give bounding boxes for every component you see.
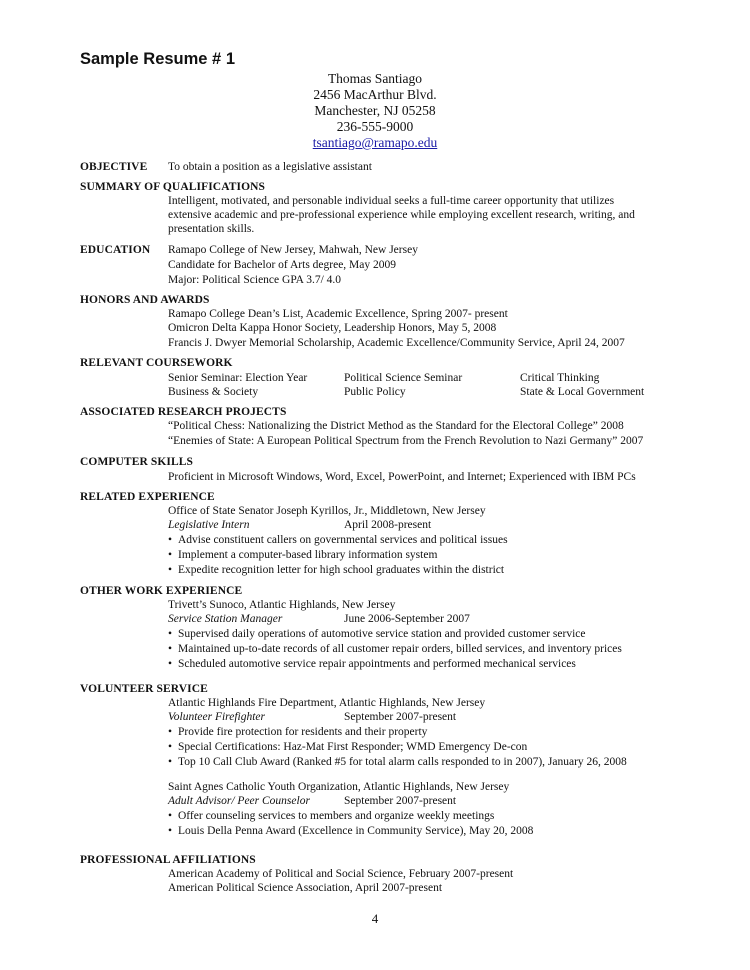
bullet-icon: • bbox=[168, 810, 173, 822]
bullet-icon: • bbox=[168, 534, 173, 546]
affiliation-line: American Academy of Political and Social Science, February 2007-present bbox=[168, 868, 514, 880]
education-line: Candidate for Bachelor of Arts degree, May 2009 bbox=[168, 259, 397, 271]
related-role: Legislative Intern bbox=[168, 519, 250, 531]
education-heading: EDUCATION bbox=[80, 244, 151, 256]
bullet-icon: • bbox=[168, 643, 173, 655]
list-item-text: Scheduled automotive service repair appointments and performed mechanical services bbox=[178, 658, 576, 670]
contact-email-row bbox=[0, 134, 750, 151]
list-item-text: Provide fire protection for residents and their property bbox=[178, 726, 428, 738]
page-number: 4 bbox=[371, 911, 379, 926]
list-item-text: Louis Della Penna Award (Excellence in Community Service), May 20, 2008 bbox=[178, 825, 534, 837]
volunteer-org: Saint Agnes Catholic Youth Organization, Atlantic Highlands, New Jersey bbox=[168, 781, 510, 793]
list-item bbox=[168, 628, 586, 640]
list-item-text: Maintained up-to-date records of all customer repair orders, billed services, and inventory prices bbox=[178, 643, 622, 655]
volunteer-role: Volunteer Firefighter bbox=[168, 711, 265, 723]
summary-line: extensive academic and pre-professional experience while employing excellent research, writing, and bbox=[168, 209, 635, 221]
education-line: Major: Political Science GPA 3.7/ 4.0 bbox=[168, 274, 342, 286]
list-item-text: Special Certifications: Haz-Mat First Responder; WMD Emergency De-con bbox=[178, 741, 528, 753]
bullet-icon: • bbox=[168, 658, 173, 670]
list-item-text: Supervised daily operations of automotive service station and provided customer service bbox=[178, 628, 586, 640]
summary-line: Intelligent, motivated, and personable individual seeks a full-time career opportunity that utilizes bbox=[168, 195, 615, 207]
contact-street: 2456 MacArthur Blvd. bbox=[313, 87, 437, 102]
honors-heading: HONORS AND AWARDS bbox=[80, 294, 210, 306]
course-item: Public Policy bbox=[344, 386, 406, 398]
honors-line: Ramapo College Dean’s List, Academic Excellence, Spring 2007- present bbox=[168, 308, 508, 320]
honors-line: Omicron Delta Kappa Honor Society, Leadership Honors, May 5, 2008 bbox=[168, 322, 497, 334]
bullet-icon: • bbox=[168, 726, 173, 738]
course-item: Critical Thinking bbox=[520, 372, 600, 384]
list-item bbox=[168, 549, 437, 561]
research-heading: ASSOCIATED RESEARCH PROJECTS bbox=[80, 406, 287, 418]
list-item bbox=[168, 534, 508, 546]
list-item-text: Expedite recognition letter for high school graduates within the district bbox=[178, 564, 505, 576]
objective-heading: OBJECTIVE bbox=[80, 161, 148, 173]
list-item bbox=[168, 810, 494, 822]
related-dates: April 2008-present bbox=[344, 519, 432, 531]
volunteer-heading: VOLUNTEER SERVICE bbox=[80, 683, 208, 695]
contact-name: Thomas Santiago bbox=[327, 71, 423, 86]
research-line: “Political Chess: Nationalizing the District Method as the Standard for the Electoral College” 2008 bbox=[168, 420, 624, 432]
bullet-icon: • bbox=[168, 741, 173, 753]
bullet-icon: • bbox=[168, 628, 173, 640]
course-item: Business & Society bbox=[168, 386, 259, 398]
list-item bbox=[168, 643, 622, 655]
list-item-text: Top 10 Call Club Award (Ranked #5 for total alarm calls responded to in 2007), January 26, 2008 bbox=[178, 756, 627, 768]
coursework-heading: RELEVANT COURSEWORK bbox=[80, 357, 233, 369]
list-item bbox=[168, 726, 427, 738]
bullet-icon: • bbox=[168, 549, 173, 561]
bullet-icon: • bbox=[168, 564, 173, 576]
document-title: Sample Resume # 1 bbox=[80, 50, 235, 68]
bullet-icon: • bbox=[168, 825, 173, 837]
education-line: Ramapo College of New Jersey, Mahwah, New Jersey bbox=[168, 244, 418, 256]
list-item bbox=[168, 741, 527, 753]
bullet-icon: • bbox=[168, 756, 173, 768]
other-role: Service Station Manager bbox=[168, 613, 283, 625]
list-item bbox=[168, 825, 533, 837]
volunteer-dates: September 2007-present bbox=[344, 795, 457, 807]
other-heading: OTHER WORK EXPERIENCE bbox=[80, 585, 243, 597]
summary-heading: SUMMARY OF QUALIFICATIONS bbox=[80, 181, 266, 193]
volunteer-dates: September 2007-present bbox=[344, 711, 457, 723]
honors-line: Francis J. Dwyer Memorial Scholarship, Academic Excellence/Community Service, April 24, 2007 bbox=[168, 337, 625, 349]
list-item-text: Advise constituent callers on governmental services and political issues bbox=[178, 534, 508, 546]
summary-line: presentation skills. bbox=[168, 223, 255, 235]
objective-text: To obtain a position as a legislative assistant bbox=[168, 161, 372, 173]
list-item-text: Offer counseling services to members and organize weekly meetings bbox=[178, 810, 495, 822]
list-item-text: Implement a computer-based library information system bbox=[178, 549, 438, 561]
course-item: State & Local Government bbox=[520, 386, 645, 398]
list-item bbox=[168, 756, 627, 768]
volunteer-org: Atlantic Highlands Fire Department, Atlantic Highlands, New Jersey bbox=[168, 697, 486, 709]
course-item: Political Science Seminar bbox=[344, 372, 463, 384]
contact-email-link[interactable]: tsantiago@ramapo.edu bbox=[312, 135, 438, 150]
contact-phone: 236-555-9000 bbox=[336, 119, 414, 134]
affiliation-line: American Political Science Association, April 2007-present bbox=[168, 882, 443, 894]
course-item: Senior Seminar: Election Year bbox=[168, 372, 308, 384]
other-dates: June 2006-September 2007 bbox=[344, 613, 470, 625]
research-line: “Enemies of State: A European Political Spectrum from the French Revolution to Nazi Germany” 2007 bbox=[168, 435, 644, 447]
related-org: Office of State Senator Joseph Kyrillos, Jr., Middletown, New Jersey bbox=[168, 505, 486, 517]
computer-heading: COMPUTER SKILLS bbox=[80, 456, 194, 468]
other-org: Trivett’s Sunoco, Atlantic Highlands, New Jersey bbox=[168, 599, 396, 611]
list-item bbox=[168, 658, 576, 670]
affiliations-heading: PROFESSIONAL AFFILIATIONS bbox=[80, 854, 256, 866]
related-heading: RELATED EXPERIENCE bbox=[80, 491, 215, 503]
contact-city: Manchester, NJ 05258 bbox=[314, 103, 436, 118]
list-item bbox=[168, 564, 504, 576]
computer-text: Proficient in Microsoft Windows, Word, Excel, PowerPoint, and Internet; Experienced with IBM PCs bbox=[168, 471, 636, 483]
volunteer-role: Adult Advisor/ Peer Counselor bbox=[168, 795, 310, 807]
